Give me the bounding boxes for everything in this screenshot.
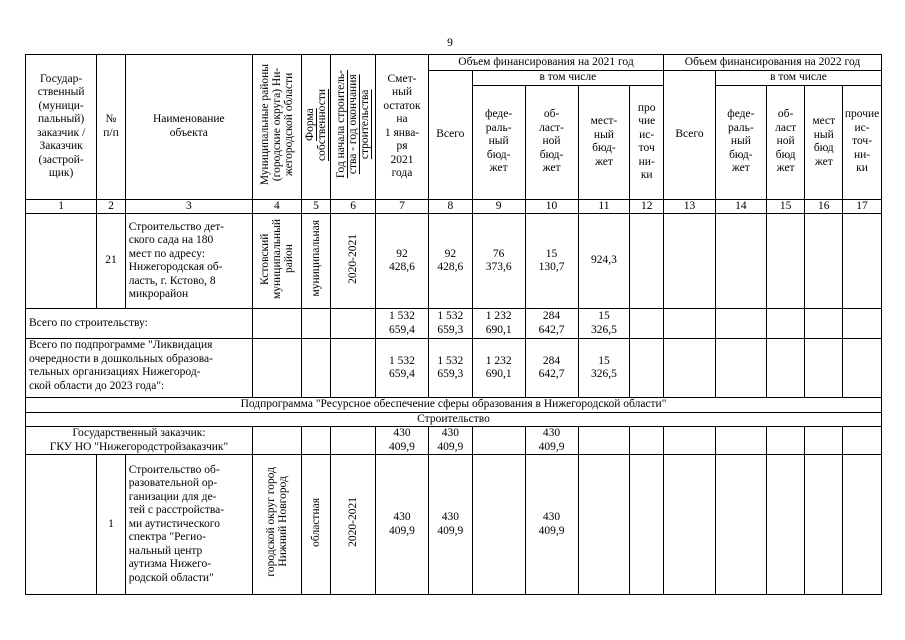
- ownership: муниципальная: [301, 214, 331, 309]
- table-row-state-customer: [26, 427, 882, 455]
- ownership: областная: [301, 455, 331, 595]
- header-districts: Муниципальные районы (городские округа) Ни- жегородской области: [252, 55, 301, 200]
- col-number: 6: [331, 199, 376, 214]
- table-row-kindergarten: [26, 214, 882, 309]
- col-number: 13: [664, 199, 716, 214]
- estimate-value: 430 409,9: [376, 427, 429, 455]
- header-other-2022: прочие ис- точ- ни- ки: [843, 85, 882, 199]
- district: городской округ город Нижний Новгород: [252, 455, 301, 595]
- subprogram-title: Подпрограмма "Ресурсное обеспечение сферы образования в Нижегородской области": [26, 398, 882, 413]
- header-total-2022: Всего: [664, 71, 716, 200]
- regional-2021-value: 284 642,7: [525, 339, 578, 398]
- estimate-value: 1 532 659,4: [376, 309, 429, 339]
- federal-2021-value: 1 232 690,1: [472, 309, 525, 339]
- col-number: 1: [26, 199, 97, 214]
- estimate-value: 1 532 659,4: [376, 339, 429, 398]
- object-name: Строительство об- разовательной ор- ганизации для де- тей с расстройства- ми аутистического спектра "Регио- нальный центр аутизма Нижего- родской области": [125, 455, 252, 595]
- header-object-name: Наименование объекта: [125, 55, 252, 200]
- regional-2021-value: 284 642,7: [525, 309, 578, 339]
- col-number: 17: [843, 199, 882, 214]
- header-including-2021: в том числе: [472, 71, 663, 86]
- header-local-2021: мест- ный бюд- жет: [578, 85, 630, 199]
- col-number: 4: [252, 199, 301, 214]
- col-number: 7: [376, 199, 429, 214]
- col-number: 11: [578, 199, 630, 214]
- col-number: 10: [525, 199, 578, 214]
- header-including-2022: в том числе: [715, 71, 881, 86]
- col-number: 15: [766, 199, 805, 214]
- state-customer-label: Государственный заказчик: ГКУ НО "Нижегородстройзаказчик": [26, 427, 253, 455]
- customer-cell: [26, 455, 97, 595]
- customer-cell: [26, 214, 97, 309]
- regional-2021-value: 430 409,9: [525, 427, 578, 455]
- header-ownership: Форма собственности: [301, 55, 331, 200]
- header-estimate: Смет- ный остаток на 1 янва- ря 2021 года: [376, 55, 429, 200]
- col-number: 2: [97, 199, 125, 214]
- col-number: 14: [715, 199, 766, 214]
- estimate-value: 92 428,6: [376, 214, 429, 309]
- header-federal-2022: феде- раль- ный бюд- жет: [715, 85, 766, 199]
- header-total-2021: Всего: [428, 71, 472, 200]
- regional-2021-value: 15 130,7: [525, 214, 578, 309]
- column-numbers-row: [26, 199, 882, 214]
- col-number: 12: [630, 199, 664, 214]
- col-number: 3: [125, 199, 252, 214]
- total-2021-value: 430 409,9: [428, 455, 472, 595]
- header-local-2022: мест ный бюд жет: [805, 85, 843, 199]
- local-2021-value: 15 326,5: [578, 309, 630, 339]
- total-2021-value: 92 428,6: [428, 214, 472, 309]
- subprogram-total-label: Всего по подпрограмме "Ликвидация очередности в дошкольных образова- тельных организациях Нижегород- ской области до 2023 года":: [26, 339, 253, 398]
- row-number: 21: [97, 214, 125, 309]
- header-customer: Государ- ственный (муници- пальный) заказчик / Заказчик (застрой- щик): [26, 55, 97, 200]
- district: Кстовский муниципальный район: [252, 214, 301, 309]
- header-funding-2021: Объем финансирования на 2021 год: [428, 55, 663, 71]
- header-years: Год начала строитель- ства - год окончания строительства: [331, 55, 376, 200]
- construction-total-label: Всего по строительству:: [26, 309, 253, 339]
- header-funding-2022: Объем финансирования на 2022 год: [664, 55, 882, 71]
- header-other-2021: про чие ис- точ ни- ки: [630, 85, 664, 199]
- col-number: 9: [472, 199, 525, 214]
- total-2021-value: 1 532 659,3: [428, 309, 472, 339]
- header-regional-2022: об- ласт ной бюд жет: [766, 85, 805, 199]
- header-number: № п/п: [97, 55, 125, 200]
- local-2021-value: 15 326,5: [578, 339, 630, 398]
- federal-2021-value: 76 373,6: [472, 214, 525, 309]
- table-row-construction-total: [26, 309, 882, 339]
- object-name: Строительство дет- ского сада на 180 мест по адресу: Нижегородская об- ласть, г. Кстово, 8 микрорайон: [125, 214, 252, 309]
- financing-table: [25, 54, 882, 595]
- local-2021-value: 924,3: [578, 214, 630, 309]
- years: 2020-2021: [331, 455, 376, 595]
- table-row-subprogram-total: [26, 339, 882, 398]
- construction-section-title: Строительство: [26, 412, 882, 427]
- total-2021-value: 430 409,9: [428, 427, 472, 455]
- federal-2021-value: 1 232 690,1: [472, 339, 525, 398]
- header-regional-2021: об- ласт- ной бюд- жет: [525, 85, 578, 199]
- header-federal-2021: феде- раль- ный бюд- жет: [472, 85, 525, 199]
- estimate-value: 430 409,9: [376, 455, 429, 595]
- regional-2021-value: 430 409,9: [525, 455, 578, 595]
- col-number: 5: [301, 199, 331, 214]
- col-number: 8: [428, 199, 472, 214]
- col-number: 16: [805, 199, 843, 214]
- page-number: 9: [447, 37, 453, 49]
- row-number: 1: [97, 455, 125, 595]
- years: 2020-2021: [331, 214, 376, 309]
- table-row-autism-center: [26, 455, 882, 595]
- total-2021-value: 1 532 659,3: [428, 339, 472, 398]
